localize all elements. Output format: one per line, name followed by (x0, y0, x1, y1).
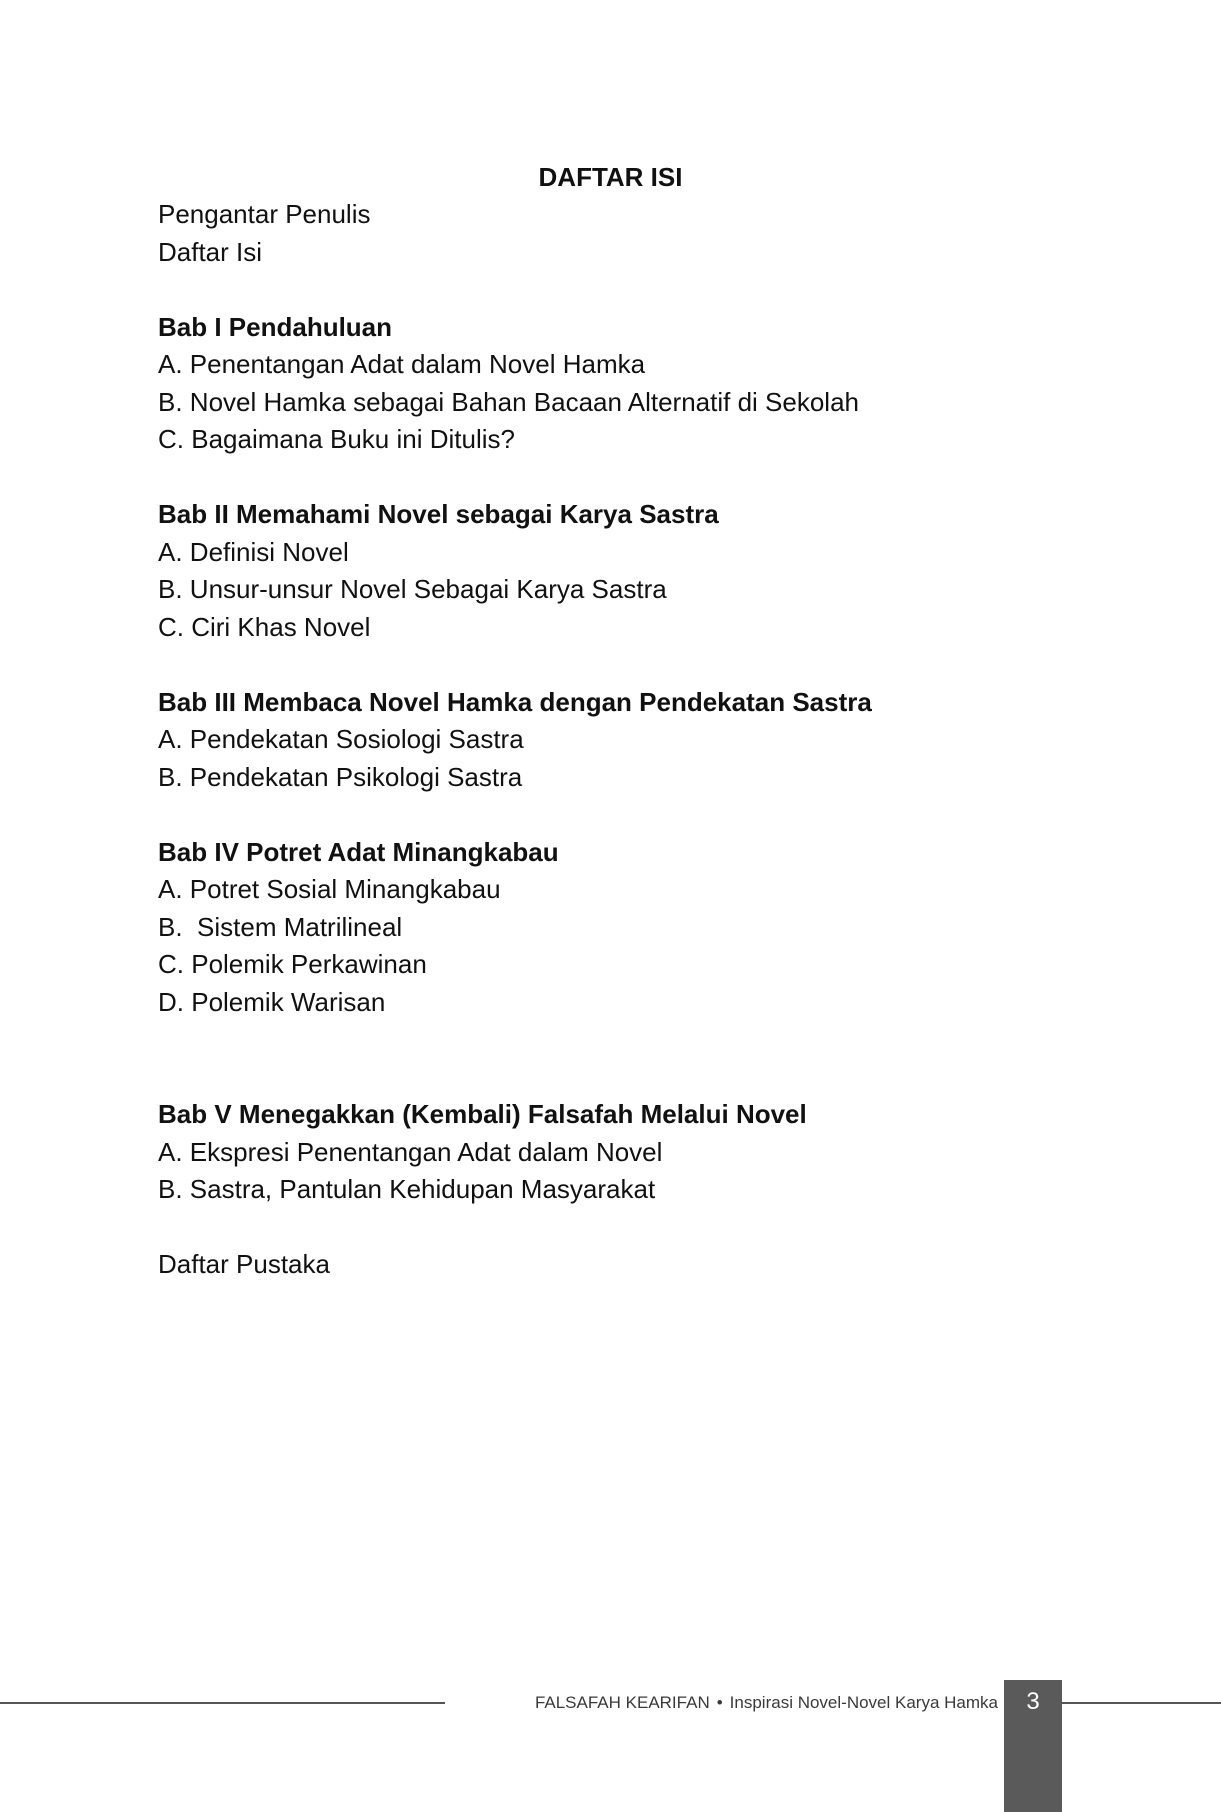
toc-item: B. Unsur-unsur Novel Sebagai Karya Sastra (158, 574, 667, 604)
toc-item: A. Penentangan Adat dalam Novel Hamka (158, 349, 646, 379)
toc-spacer (158, 646, 1118, 684)
chapter-heading: Bab V Menegakkan (Kembali) Falsafah Melalui Novel (158, 1099, 807, 1129)
page-title: DAFTAR ISI (538, 162, 683, 192)
toc-item: C. Bagaimana Buku ini Ditulis? (158, 424, 515, 454)
toc-item: A. Potret Sosial Minangkabau (158, 874, 501, 904)
toc-item: B. Pendekatan Psikologi Sastra (158, 761, 523, 792)
toc-item: B. Sastra, Pantulan Kehidupan Masyarakat (158, 1174, 656, 1204)
footer-separator: • (716, 1693, 723, 1712)
toc-item: C. Ciri Khas Novel (158, 611, 371, 642)
toc-item: B. Sistem Matrilineal (158, 911, 403, 942)
toc-spacer (158, 796, 1118, 834)
toc-spacer (158, 459, 1118, 497)
toc-item: A. Pendekatan Sosiologi Sastra (158, 724, 524, 754)
footer-book-title: FALSAFAH KEARIFAN (534, 1693, 710, 1712)
page-number: 3 (1026, 1688, 1040, 1715)
toc-spacer (158, 271, 1118, 309)
chapter-heading: Bab III Membaca Novel Hamka dengan Pendekatan Sastra (158, 686, 872, 717)
toc-item: A. Definisi Novel (158, 536, 349, 567)
toc-item: A. Ekspresi Penentangan Adat dalam Novel (158, 1136, 663, 1167)
page-number-tab (1004, 1680, 1062, 1812)
running-footer (458, 1690, 998, 1716)
table-of-contents (158, 196, 1118, 1284)
toc-spacer (158, 1021, 1118, 1096)
footer-rule-right (1062, 1702, 1221, 1704)
toc-item: B. Novel Hamka sebagai Bahan Bacaan Alternatif di Sekolah (158, 386, 859, 417)
toc-item: D. Polemik Warisan (158, 986, 386, 1017)
toc-spacer (158, 1209, 1118, 1247)
chapter-heading: Bab IV Potret Adat Minangkabau (158, 836, 559, 867)
toc-back-matter-item: Daftar Pustaka (158, 1249, 330, 1279)
toc-front-matter-item: Daftar Isi (158, 236, 263, 267)
footer-rule-left (0, 1702, 445, 1704)
footer-subtitle: Inspirasi Novel-Novel Karya Hamka (729, 1693, 998, 1712)
toc-front-matter-item: Pengantar Penulis (158, 199, 371, 229)
chapter-heading: Bab II Memahami Novel sebagai Karya Sastra (158, 499, 719, 529)
toc-item: C. Polemik Perkawinan (158, 949, 427, 979)
chapter-heading: Bab I Pendahuluan (158, 311, 393, 342)
